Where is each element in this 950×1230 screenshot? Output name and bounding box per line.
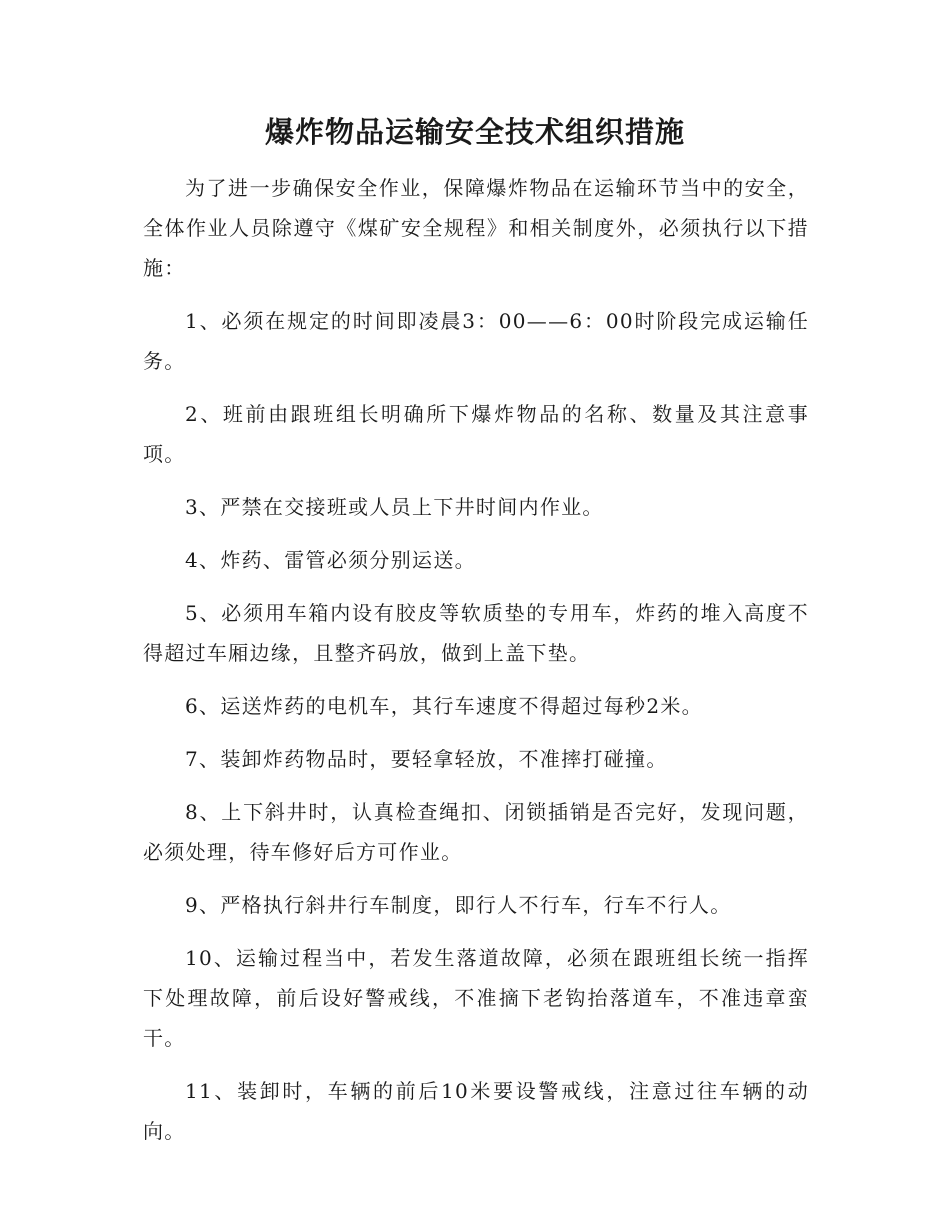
measure-item-10: 10、运输过程当中，若发生落道故障，必须在跟班组长统一指挥下处理故障，前后设好警戒线，不准摘下老钩抬落道车，不准违章蛮干。 bbox=[143, 946, 809, 1050]
measure-item-2: 2、班前由跟班组长明确所下爆炸物品的名称、数量及其注意事项。 bbox=[143, 402, 809, 466]
measure-item-7: 7、装卸炸药物品时，要轻拿轻放，不准摔打碰撞。 bbox=[185, 747, 668, 771]
measure-item-1: 1、必须在规定的时间即凌晨3：00——6：00时阶段完成运输任务。 bbox=[143, 309, 809, 373]
measure-item-11: 11、装卸时，车辆的前后10米要设警戒线，注意过往车辆的动向。 bbox=[143, 1079, 809, 1143]
intro-paragraph: 为了进一步确保安全作业，保障爆炸物品在运输环节当中的安全，全体作业人员除遵守《煤矿安全规程》和相关制度外，必须执行以下措施： bbox=[143, 176, 809, 280]
measure-item-4: 4、炸药、雷管必须分别运送。 bbox=[185, 548, 476, 572]
measure-item-8: 8、上下斜井时，认真检查绳扣、闭锁插销是否完好，发现问题，必须处理，待车修好后方可作业。 bbox=[143, 800, 809, 864]
measure-item-9: 9、严格执行斜井行车制度，即行人不行车，行车不行人。 bbox=[185, 893, 732, 917]
document-body bbox=[143, 168, 809, 1151]
document-title: 爆炸物品运输安全技术组织措施 bbox=[264, 115, 685, 149]
measure-item-3: 3、严禁在交接班或人员上下井时间内作业。 bbox=[185, 495, 604, 519]
measure-item-6: 6、运送炸药的电机车，其行车速度不得超过每秒2米。 bbox=[185, 694, 703, 718]
measure-item-5: 5、必须用车箱内设有胶皮等软质垫的专用车，炸药的堆入高度不得超过车厢边缘，且整齐码放，做到上盖下垫。 bbox=[143, 601, 809, 665]
